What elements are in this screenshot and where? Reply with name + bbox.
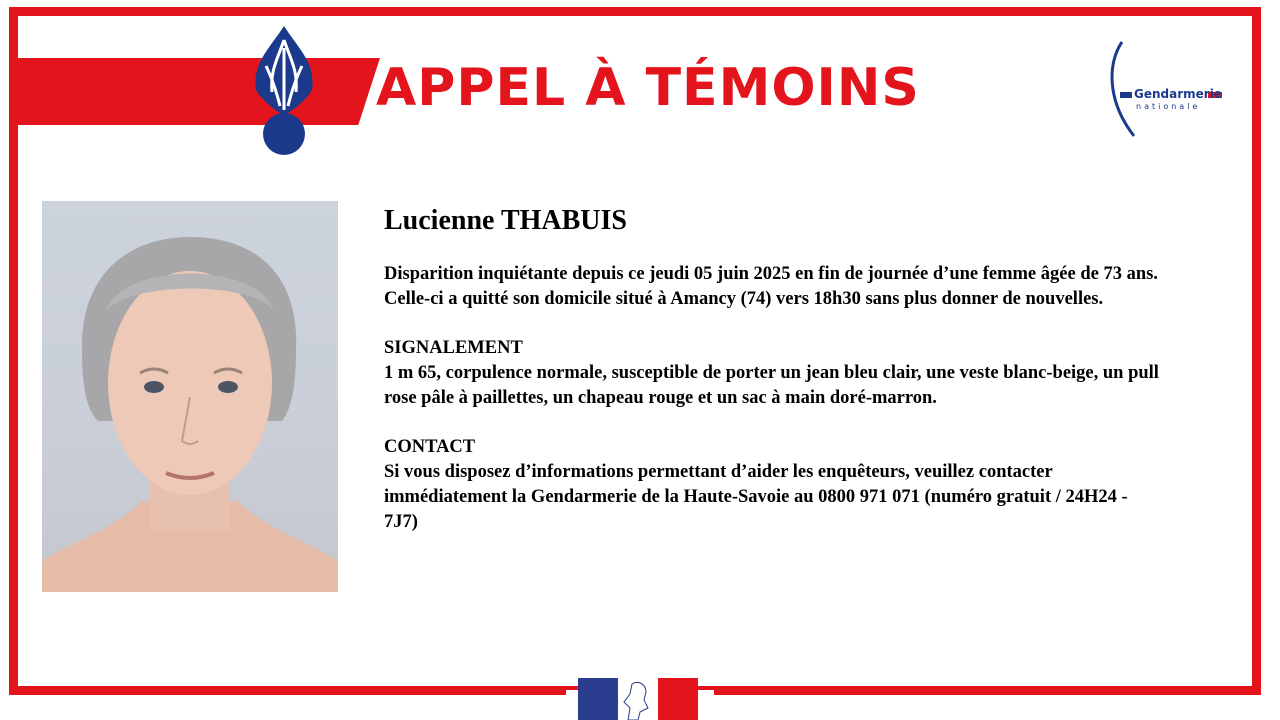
signalement-text: 1 m 65, corpulence normale, susceptible de porter un jean bleu clair, une veste blanc-beige, un pull rose pâle à paillettes, un chapeau rouge et un sac à main doré-marron. [384,363,1159,408]
logo-subtext: nationale [1136,102,1201,111]
signalement-heading: SIGNALEMENT [384,338,523,358]
person-name: Lucienne THABUIS [384,205,627,236]
contact-heading: CONTACT [384,437,476,457]
gendarmerie-nationale-logo [1104,40,1234,140]
disappearance-description: Disparition inquiétante depuis ce jeudi 05 juin 2025 en fin de journée d’une femme âgée de 73 ans. Celle-ci a quitté son domicile situé à Amancy (74) vers 18h30 sans plus donner de nouvelles. [384,264,1158,309]
gendarmerie-grenade-emblem [242,18,326,158]
notice-content [384,204,1164,559]
missing-person-photo [42,201,338,592]
contact-text: Si vous disposez d’informations permettant d’aider les enquêteurs, veuillez contacter immédiatement la Gendarmerie de la Haute-Savoie au 0800 971 071 (numéro gratuit / 24H24 - 7J7) [384,462,1128,532]
republique-francaise-logo [578,678,698,720]
logo-text: Gendarmerie [1134,87,1222,101]
page-title: APPEL À TÉMOINS [376,58,920,118]
